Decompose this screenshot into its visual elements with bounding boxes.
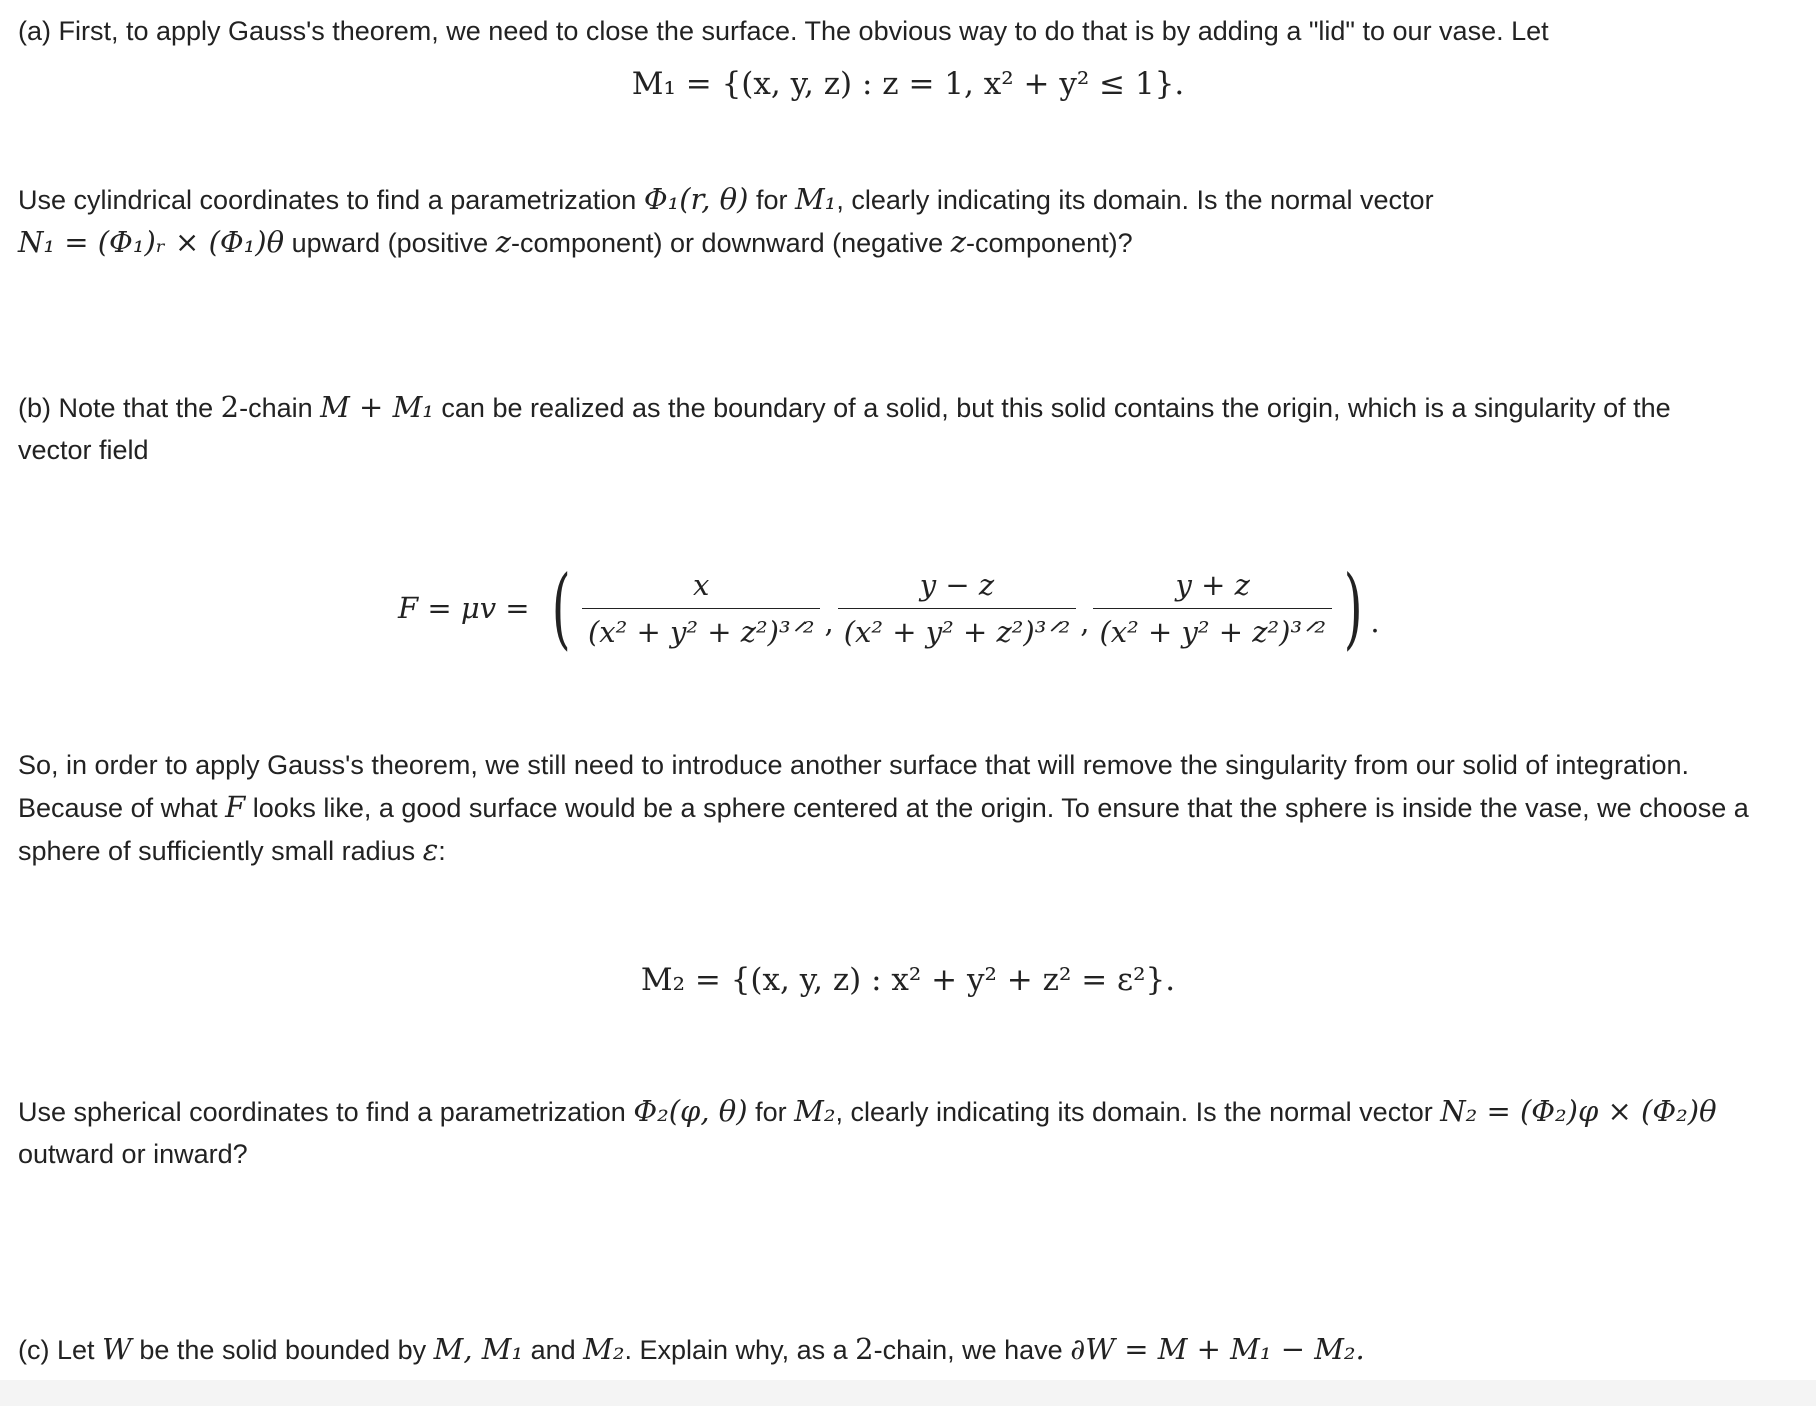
fraction-y: $\frac{y - z}{\text{(x² + y² + z²)³ᐟ²}}$ (838, 568, 1077, 649)
phi1-parametrization: Φ₁(r, θ) (643, 182, 749, 216)
equation-m2: M₂ = {(x, y, z) : x² + y² + z² = ε²}. (640, 962, 1176, 998)
part-a-question: Use cylindrical coordinates to find a parametrization Φ₁(r, θ) for M₁, clearly indicating its domain. Is the normal vector N₁ = (Φ₁)ᵣ × (Φ₁)θ upward (positive z-component) or downward (negative z-component)? (18, 182, 1434, 259)
boundary-equation: ∂W = M + M₁ − M₂. (1070, 1332, 1365, 1366)
equation-vector-field: F = μv = ( $\frac{x}{\text{(x² + y² + z²)³ᐟ²}}$ , $\frac{y - z}{\text{(x² + y² + z²)³ᐟ²}}$ , $\frac{y + z}{\text{(x² + y² + z²)³ᐟ²}}$ ) . (398, 556, 1380, 659)
fraction-z: $\frac{y + z}{\text{(x² + y² + z²)³ᐟ²}}$ (1093, 568, 1332, 649)
fraction-x: $\frac{x}{\text{(x² + y² + z²)³ᐟ²}}$ (582, 568, 821, 649)
left-paren: ( (551, 556, 571, 659)
part-a-intro: (a) First, to apply Gauss's theorem, we need to close the surface. The obvious way to do that is by adding a "lid" to our vase. Let (18, 16, 1549, 46)
part-b-question: Use spherical coordinates to find a parametrization Φ₂(φ, θ) for M₂, clearly indicating its domain. Is the normal vector N₂ = (Φ₂)φ × (Φ₂)θ outward or inward? (18, 1094, 1717, 1169)
equation-m1: M₁ = {(x, y, z) : z = 1, x² + y² ≤ 1}. (631, 66, 1185, 102)
part-c: (c) Let W be the solid bounded by M, M₁ and M₂. Explain why, as a 2-chain, we have ∂W = M + M₁ − M₂. (18, 1332, 1365, 1366)
phi2-parametrization: Φ₂(φ, θ) (633, 1094, 748, 1128)
part-b-sphere-paragraph: So, in order to apply Gauss's theorem, we still need to introduce another surface that will remove the singularity from our solid of integration. Because of what F looks like, a good surface would be a sphere centered at the origin. To ensure that the sphere is inside the vase, we choose a sphere of sufficiently small radius ε: (18, 750, 1749, 867)
right-paren: ) (1343, 556, 1363, 659)
normal-vector-n2: N₂ = (Φ₂)φ × (Φ₂)θ (1440, 1094, 1717, 1128)
part-b-intro: (b) Note that the 2-chain M + M₁ can be realized as the boundary of a solid, but this solid contains the origin, which is a singularity of the vector field (18, 390, 1671, 465)
normal-vector-n1: N₁ = (Φ₁)ᵣ × (Φ₁)θ (18, 225, 285, 259)
bottom-bar (0, 1380, 1816, 1406)
